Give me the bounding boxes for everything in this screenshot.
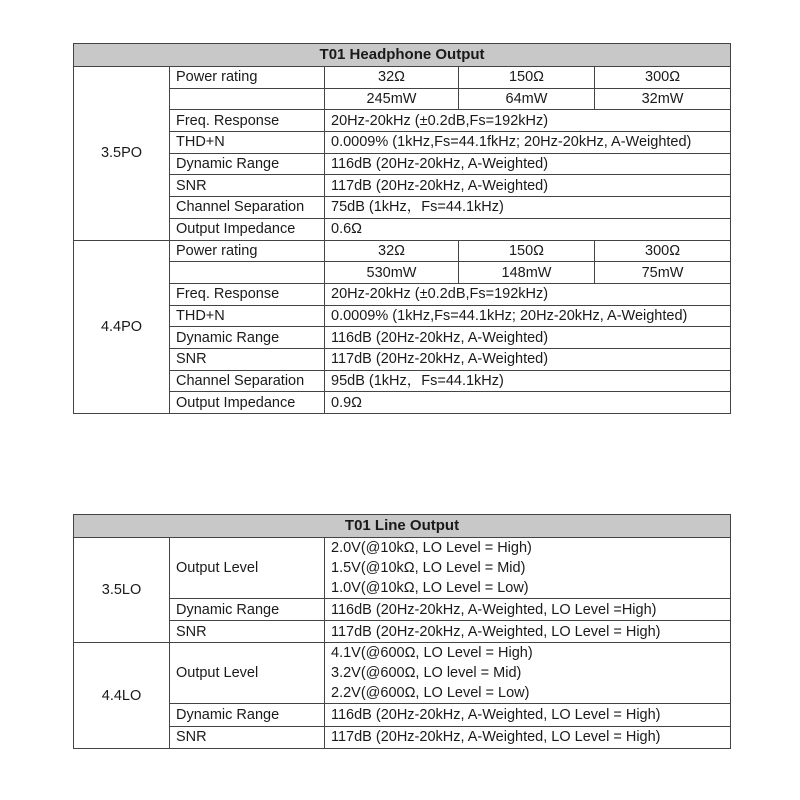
row-label: Dynamic Range — [170, 704, 325, 726]
table-row — [74, 197, 731, 219]
group-label: 4.4PO — [74, 240, 170, 414]
row-label: SNR — [170, 175, 325, 197]
row-value: 116dB (20Hz-20kHz, A-Weighted, LO Level =High) — [325, 599, 731, 621]
row-label: Output Impedance — [170, 218, 325, 240]
impedance-value: 150Ω — [459, 67, 595, 89]
row-label: Power rating — [170, 240, 325, 262]
power-value: 530mW — [325, 262, 459, 284]
table-row — [74, 132, 731, 154]
power-value: 75mW — [595, 262, 731, 284]
power-value: 64mW — [459, 88, 595, 110]
row-label: Dynamic Range — [170, 327, 325, 349]
row-label: Output Level — [170, 538, 325, 599]
impedance-value: 150Ω — [459, 240, 595, 262]
output-level-values — [325, 643, 731, 704]
group-label: 4.4LO — [74, 643, 170, 748]
power-value: 32mW — [595, 88, 731, 110]
row-value: 20Hz-20kHz (±0.2dB,Fs=192kHz) — [325, 110, 731, 132]
row-value: 0.6Ω — [325, 218, 731, 240]
table-row — [74, 153, 731, 175]
row-label-empty — [170, 262, 325, 284]
table-row — [74, 621, 731, 643]
power-value: 148mW — [459, 262, 595, 284]
output-level-values — [325, 538, 731, 599]
table-row — [74, 538, 731, 599]
row-value: 117dB (20Hz-20kHz, A-Weighted, LO Level = High) — [325, 621, 731, 643]
table-row — [74, 704, 731, 726]
row-label: THD+N — [170, 132, 325, 154]
impedance-value: 32Ω — [325, 67, 459, 89]
table-row — [74, 327, 731, 349]
row-value: 20Hz-20kHz (±0.2dB,Fs=192kHz) — [325, 283, 731, 305]
table-row — [74, 175, 731, 197]
line-output-table — [73, 514, 731, 749]
row-label: Freq. Response — [170, 283, 325, 305]
table-row — [74, 218, 731, 240]
row-value: 116dB (20Hz-20kHz, A-Weighted) — [325, 153, 731, 175]
headphone-output-table — [73, 43, 731, 414]
row-label: Channel Separation — [170, 197, 325, 219]
row-value: 116dB (20Hz-20kHz, A-Weighted) — [325, 327, 731, 349]
row-value: 95dB (1kHz，Fs=44.1kHz) — [325, 370, 731, 392]
table-row — [74, 348, 731, 370]
row-label: Freq. Response — [170, 110, 325, 132]
row-label: Dynamic Range — [170, 599, 325, 621]
output-level-line: 1.5V(@10kΩ, LO Level = Mid) — [331, 560, 526, 576]
row-label: SNR — [170, 348, 325, 370]
impedance-value: 300Ω — [595, 67, 731, 89]
table-row — [74, 726, 731, 748]
row-label: SNR — [170, 726, 325, 748]
table-row — [74, 305, 731, 327]
line-output-table-title: T01 Line Output — [74, 515, 731, 538]
row-label: SNR — [170, 621, 325, 643]
output-level-line: 1.0V(@10kΩ, LO Level = Low) — [331, 580, 529, 596]
row-label: Channel Separation — [170, 370, 325, 392]
table-row — [74, 262, 731, 284]
row-label: THD+N — [170, 305, 325, 327]
row-label: Dynamic Range — [170, 153, 325, 175]
output-level-line: 2.0V(@10kΩ, LO Level = High) — [331, 540, 532, 556]
table-row — [74, 88, 731, 110]
row-label-empty — [170, 88, 325, 110]
row-value: 117dB (20Hz-20kHz, A-Weighted, LO Level = High) — [325, 726, 731, 748]
table-row — [74, 240, 731, 262]
table-row — [74, 599, 731, 621]
impedance-value: 300Ω — [595, 240, 731, 262]
power-value: 245mW — [325, 88, 459, 110]
row-value: 117dB (20Hz-20kHz, A-Weighted) — [325, 348, 731, 370]
headphone-table-title: T01 Headphone Output — [74, 44, 731, 67]
table-row — [74, 67, 731, 89]
group-label: 3.5PO — [74, 67, 170, 241]
table-row — [74, 370, 731, 392]
table-row — [74, 643, 731, 704]
row-value: 0.0009% (1kHz,Fs=44.1kHz; 20Hz-20kHz, A-Weighted) — [325, 305, 731, 327]
row-label: Output Impedance — [170, 392, 325, 414]
group-label: 3.5LO — [74, 538, 170, 643]
row-value: 75dB (1kHz，Fs=44.1kHz) — [325, 197, 731, 219]
table-row — [74, 110, 731, 132]
row-value: 116dB (20Hz-20kHz, A-Weighted, LO Level = High) — [325, 704, 731, 726]
row-value: 117dB (20Hz-20kHz, A-Weighted) — [325, 175, 731, 197]
row-value: 0.0009% (1kHz,Fs=44.1fkHz; 20Hz-20kHz, A-Weighted) — [325, 132, 731, 154]
output-level-line: 4.1V(@600Ω, LO Level = High) — [331, 645, 533, 662]
output-level-line: 2.2V(@600Ω, LO Level = Low) — [331, 685, 530, 702]
table-row — [74, 392, 731, 414]
row-label: Power rating — [170, 67, 325, 89]
impedance-value: 32Ω — [325, 240, 459, 262]
table-row — [74, 283, 731, 305]
output-level-line: 3.2V(@600Ω, LO level = Mid) — [331, 665, 522, 682]
row-value: 0.9Ω — [325, 392, 731, 414]
row-label: Output Level — [170, 643, 325, 704]
